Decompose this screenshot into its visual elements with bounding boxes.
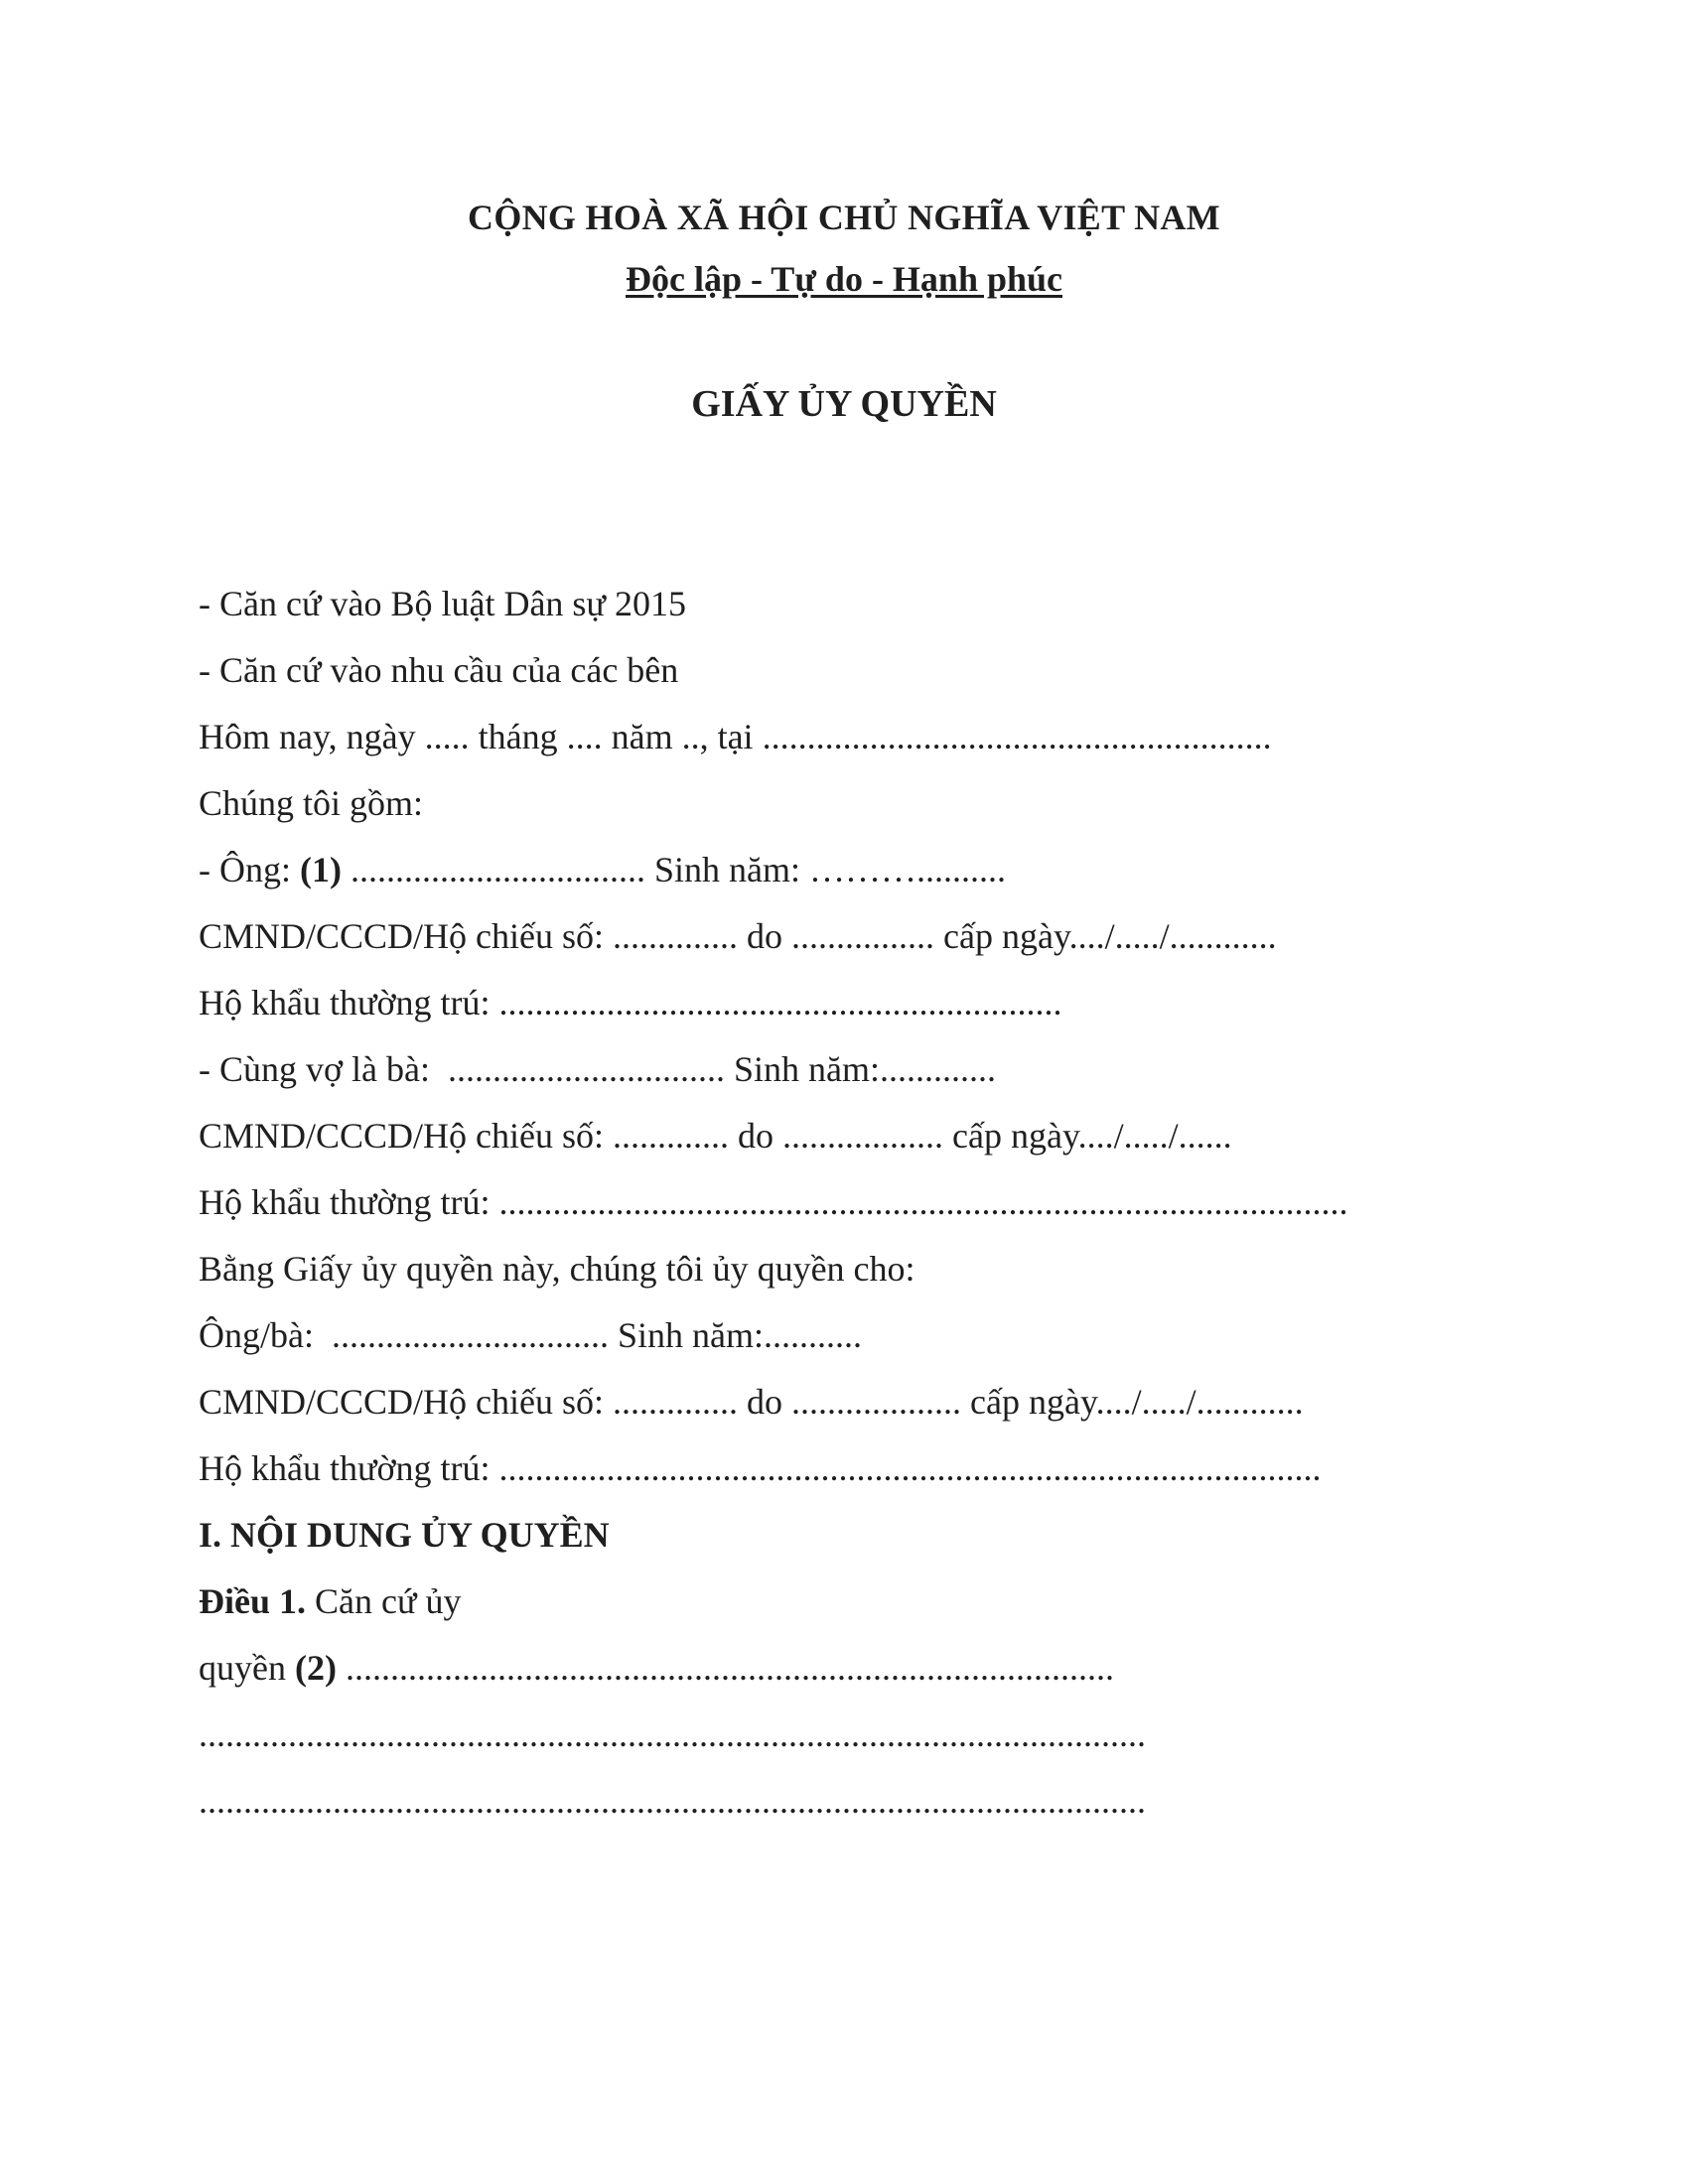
party1-name-line (199, 852, 1006, 887)
basis-line-2: - Căn cứ vào nhu cầu của các bên (199, 650, 679, 690)
footnote-marker-1: (1) (300, 850, 342, 889)
party1-prefix: - Ông: (199, 850, 300, 889)
party2-residence-line: Hộ khẩu thường trú: ............................................................................................... (199, 1182, 1348, 1222)
party1-id-line: CMND/CCCD/Hộ chiếu số: .............. do ................ cấp ngày..../...../............ (199, 916, 1277, 956)
basis-prefix: quyền (199, 1648, 295, 1688)
footnote-marker-2: (2) (294, 1648, 337, 1688)
agent-id-line: CMND/CCCD/Hộ chiếu số: .............. do ................... cấp ngày..../...../............ (199, 1382, 1304, 1422)
authorization-basis-line (199, 1650, 1114, 1686)
party2-id-line: CMND/CCCD/Hộ chiếu số: ............. do .................. cấp ngày..../...../...... (199, 1116, 1232, 1156)
blank-dots-line-1: .......................................................................................................... (199, 1714, 1146, 1754)
section-1-heading: I. NỘI DUNG ỦY QUYỀN (199, 1515, 610, 1555)
agent-residence-line: Hộ khẩu thường trú: ............................................................................................ (199, 1448, 1322, 1488)
document-title: GIẤY ỦY QUYỀN (691, 383, 997, 425)
agent-name-line: Ông/bà: ............................... Sinh năm:........... (199, 1315, 862, 1355)
motto-text: Độc lập - Tự do - Hạnh phúc (625, 259, 1063, 299)
parties-heading: Chúng tôi gồm: (199, 783, 424, 823)
basis-rest: ...................................................................................... (336, 1648, 1114, 1688)
party1-rest: ................................. Sinh năm: ……….......... (341, 850, 1006, 889)
blank-dots-line-2: .......................................................................................................... (199, 1781, 1146, 1821)
date-line: Hôm nay, ngày ..... tháng .... năm .., tại ......................................................... (199, 717, 1272, 756)
national-title: CỘNG HOÀ XÃ HỘI CHỦ NGHĨA VIỆT NAM (468, 198, 1220, 237)
basis-line-1: - Căn cứ vào Bộ luật Dân sự 2015 (199, 584, 686, 623)
article-1-line (199, 1583, 461, 1619)
party2-name-line: - Cùng vợ là bà: ............................... Sinh năm:............. (199, 1049, 997, 1089)
national-motto (0, 258, 1688, 300)
article-1-label: Điều 1. (199, 1581, 306, 1621)
authorize-intro: Bằng Giấy ủy quyền này, chúng tôi ủy quyền cho: (199, 1249, 915, 1289)
article-1-text: Căn cứ ủy (306, 1581, 462, 1621)
party1-residence-line: Hộ khẩu thường trú: ............................................................... (199, 983, 1062, 1023)
